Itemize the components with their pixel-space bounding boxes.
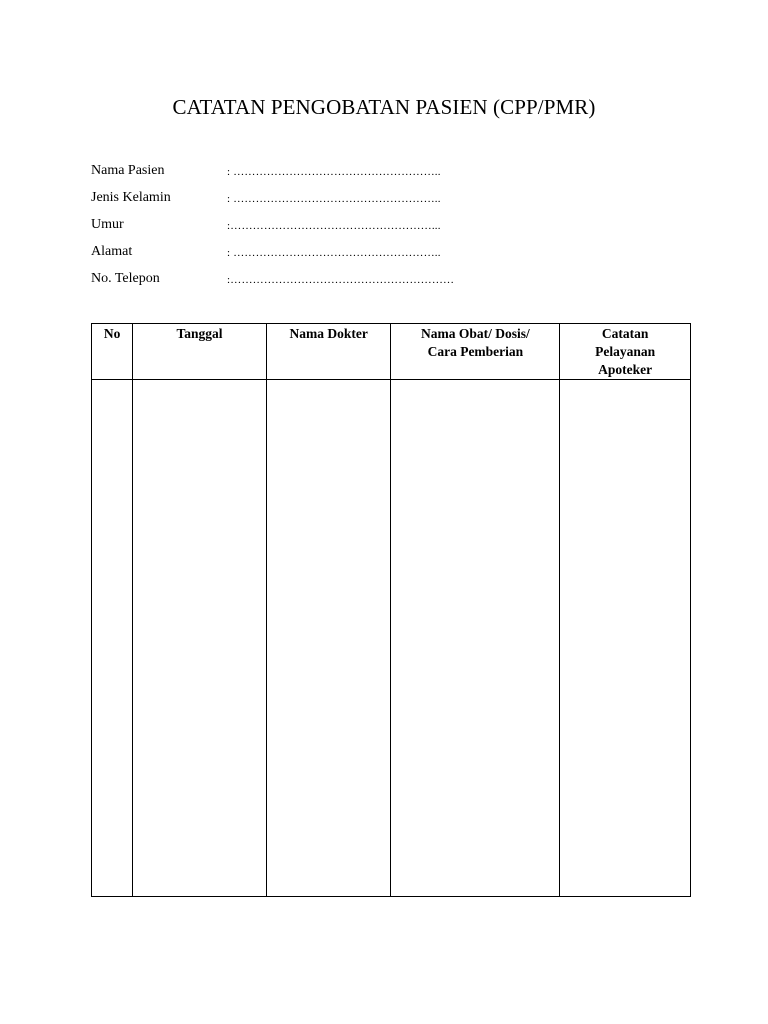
cell-catatan[interactable]	[560, 380, 691, 897]
field-value-blank: : ………………………………………………..	[227, 247, 441, 259]
header-catatan-line1: Catatan	[601, 326, 649, 341]
header-nama-dokter	[266, 324, 391, 380]
field-value-blank: : ………………………………………………..	[227, 193, 441, 205]
field-label: Alamat	[91, 244, 133, 259]
field-label: No. Telepon	[91, 271, 160, 286]
cell-tanggal[interactable]	[133, 380, 267, 897]
header-catatan-line2: Pelayanan	[595, 344, 656, 359]
field-alamat	[91, 244, 454, 271]
field-umur	[91, 217, 454, 244]
medication-record-table	[91, 323, 691, 897]
header-nama-obat-line2: Cara Pemberian	[427, 344, 524, 359]
cell-nama-dokter[interactable]	[266, 380, 391, 897]
header-nama-obat-line1: Nama Obat/ Dosis/	[421, 326, 530, 341]
cell-nama-obat[interactable]	[391, 380, 560, 897]
header-no-label: No	[103, 326, 121, 341]
header-nama-dokter-label: Nama Dokter	[289, 326, 368, 341]
patient-info-fields	[91, 163, 454, 298]
header-catatan	[560, 324, 691, 380]
field-value-blank: :……………………………………………………	[227, 274, 455, 286]
field-label: Jenis Kelamin	[91, 190, 171, 205]
field-no-telepon	[91, 271, 454, 298]
field-value-blank: : ………………………………………………..	[227, 166, 441, 178]
table-row	[92, 380, 691, 897]
cell-no[interactable]	[92, 380, 133, 897]
field-value-blank: :………………………………………………...	[227, 220, 441, 232]
header-tanggal	[133, 324, 267, 380]
table-header-row	[92, 324, 691, 380]
field-nama-pasien	[91, 163, 454, 190]
header-nama-obat	[391, 324, 560, 380]
header-catatan-line3: Apoteker	[598, 362, 653, 377]
page-title: CATATAN PENGOBATAN PASIEN (CPP/PMR)	[172, 95, 596, 119]
field-jenis-kelamin	[91, 190, 454, 217]
header-tanggal-label: Tanggal	[176, 326, 223, 341]
field-label: Nama Pasien	[91, 163, 165, 178]
field-label: Umur	[91, 217, 124, 232]
header-no	[92, 324, 133, 380]
